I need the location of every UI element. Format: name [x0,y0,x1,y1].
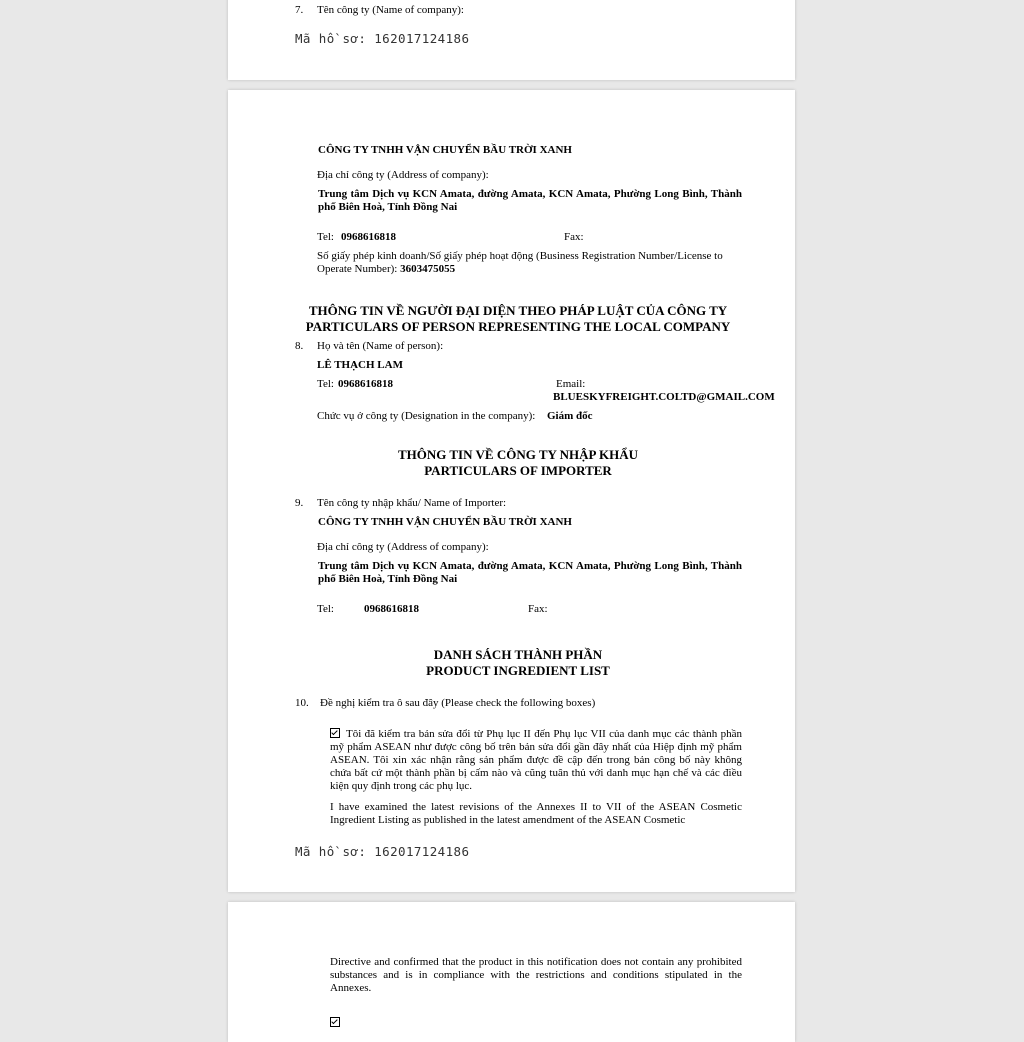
tel-value: 0968616818 [341,231,396,243]
item-9-label: Tên công ty nhập khẩu/ Name of Importer: [317,497,507,509]
ingredient-heading-en: PRODUCT INGREDIENT LIST [426,663,610,678]
importer-heading-vi: THÔNG TIN VỀ CÔNG TY NHẬP KHẨU [397,447,639,462]
address-label: Địa chỉ công ty (Address of company): [317,169,489,181]
importer-heading [318,447,718,479]
person-tel-label: Tel: [317,378,334,390]
importer-name: CÔNG TY TNHH VẬN CHUYỂN BẦU TRỜI XANH [318,516,572,528]
fax-label: Fax: [564,231,584,243]
item-8-label: Họ và tên (Name of person): [317,340,444,352]
document-code: Mã hồ sơ: 162017124186 [295,844,470,859]
importer-address-label: Địa chỉ công ty (Address of company): [317,541,489,553]
item-7-label: Tên công ty (Name of company): [317,4,464,16]
check-statement-vi [330,728,742,793]
license-value: 3603475055 [400,263,456,275]
importer-heading-en: PARTICULARS OF IMPORTER [424,463,612,478]
license-label: Số giấy phép kinh doanh/Số giấy phép hoạt động (Business Registration Number/License to Operate Number): [317,250,723,275]
item-7-number: 7. [295,4,304,16]
designation-label: Chức vụ ở công ty (Designation in the company): [317,410,536,422]
ingredient-heading [318,647,718,679]
document-page-1 [228,0,795,80]
importer-tel-label: Tel: [317,603,334,615]
ingredient-heading-vi: DANH SÁCH THÀNH PHẦN [433,647,603,662]
item-8-number: 8. [295,340,304,352]
importer-address-value: Trung tâm Dịch vụ KCN Amata, đường Amata, KCN Amata, Phường Long Bình, Thành phố Biên Hoà, Tỉnh Đồng Nai [318,560,742,585]
item-9-number: 9. [295,497,304,509]
person-tel-value: 0968616818 [338,378,393,390]
document-page-3 [228,902,795,1042]
license-block [317,250,747,276]
address-value: Trung tâm Dịch vụ KCN Amata, đường Amata, KCN Amata, Phường Long Bình, Thành phố Biên Hoà, Tỉnh Đồng Nai [318,188,742,213]
rep-heading-en: PARTICULARS OF PERSON REPRESENTING THE LOCAL COMPANY [305,319,731,334]
check-statement-en: I have examined the latest revisions of the Annexes II to VII of the ASEAN Cosmetic Ingredient Listing as published in the latest amendment of the ASEAN Cosmetic [330,801,742,826]
rep-heading-vi: THÔNG TIN VỀ NGƯỜI ĐẠI DIỆN THEO PHÁP LUẬT CỦA CÔNG TY [308,303,728,318]
item-10-label: Đề nghị kiểm tra ô sau đây (Please check the following boxes) [320,697,596,709]
email-label: Email: [556,378,586,390]
email-value: BLUESKYFREIGHT.COLTD@GMAIL.COM [553,391,775,403]
designation-value: Giám đốc [547,410,593,422]
importer-tel-value: 0968616818 [364,603,419,615]
tel-label: Tel: [317,231,334,243]
checkbox-checked[interactable] [330,1017,340,1027]
checkbox-checked[interactable] [330,728,340,738]
check-text-vi: Tôi đã kiểm tra bản sửa đổi từ Phụ lục II đến Phụ lục VII của danh mục các thành phần mỹ phẩm ASEAN như được công bố trên bản sửa đổi gần đây nhất của Hiệp định mỹ phẩm ASEAN. Tôi xin xác nhận rằng sản phẩm được đề cập đến trong bản công bố này không chứa bất cứ một thành phần bị cấm nào và cũng tuân thủ với danh mục hạn chế và các điều kiện quy định trong các phụ lục. [330,728,742,792]
document-code: Mã hồ sơ: 162017124186 [295,31,470,46]
item-10-number: 10. [295,697,309,709]
rep-heading [268,303,768,335]
continued-statement: Directive and confirmed that the product in this notification does not contain any prohibited substances and is in compliance with the restrictions and conditions stipulated in the Annexes. [330,956,742,994]
person-name: LÊ THẠCH LAM [317,359,403,371]
company-name: CÔNG TY TNHH VẬN CHUYỂN BẦU TRỜI XANH [318,144,572,156]
document-page-2 [228,90,795,892]
importer-fax-label: Fax: [528,603,548,615]
